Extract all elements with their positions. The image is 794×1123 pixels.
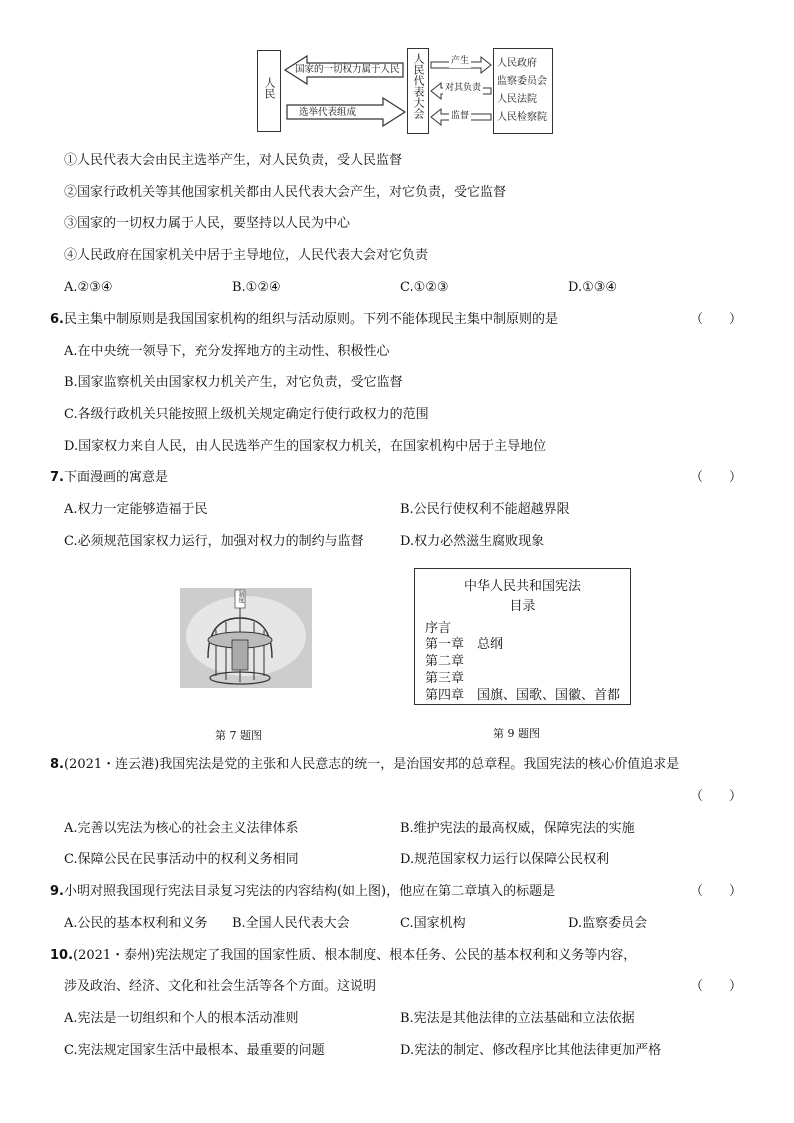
q8-answer-blank[interactable]: （ ）	[690, 789, 743, 804]
q6-option-d[interactable]: D.国家权力来自人民，由人民选举产生的国家权力机关，在国家机构中居于主导地位	[64, 439, 547, 454]
q6-answer-blank[interactable]: （ ）	[690, 312, 743, 327]
power-diagram	[255, 44, 555, 136]
q5-statement-2: ②国家行政机关等其他国家机关都由人民代表大会产生，对它负责，受它监督	[64, 185, 507, 200]
q10-stem-line1	[50, 946, 636, 966]
constitution-toc-box	[414, 568, 631, 705]
birdcage-illustration	[180, 588, 312, 688]
q6-number: 6.	[50, 312, 64, 327]
organs-box	[493, 48, 553, 134]
q9-option-d[interactable]: D.监察委员会	[568, 916, 648, 931]
q5-statement-4: ④人民政府在国家机关中居于主导地位，人民代表大会对它负责	[64, 248, 429, 263]
q7-option-c[interactable]: C.必须规范国家权力运行，加强对权力的制约与监督	[64, 534, 364, 549]
organ-procuratorate: 人民检察院	[497, 112, 547, 123]
arrow-responsible-label: 对其负责	[445, 83, 482, 93]
q9-number: 9.	[50, 884, 64, 899]
toc-line-preface: 序言	[425, 621, 452, 636]
q8-option-a[interactable]: A.完善以宪法为核心的社会主义法律体系	[64, 821, 299, 836]
q6-stem	[50, 310, 558, 330]
q9-option-c[interactable]: C.国家机构	[400, 916, 466, 931]
q9-caption: 第 9 题图	[493, 727, 540, 740]
q8-stem-text: (2021・连云港)我国宪法是党的主张和人民意志的统一，是治国安邦的总章程。我国宪法的核心价值追求是	[63, 757, 680, 772]
arrow-top-label: 国家的一切权力属于人民	[295, 64, 400, 75]
q10-stem-line2: 涉及政治、经济、文化和社会生活等各个方面。这说明	[64, 979, 377, 994]
q7-number: 7.	[50, 470, 64, 485]
q5-option-c[interactable]: C.①②③	[400, 280, 449, 295]
q9-stem-text: 小明对照我国现行宪法目录复习宪法的内容结构(如上图)，他应在第二章填入的标题是	[63, 884, 556, 899]
q6-stem-text: 民主集中制原则是我国国家机构的组织与活动原则。下列不能体现民主集中制原则的是	[63, 312, 558, 327]
q5-option-a[interactable]: A.②③④	[64, 280, 113, 295]
q7-stem	[50, 468, 168, 488]
q7-answer-blank[interactable]: （ ）	[690, 470, 743, 485]
people-label: 人民	[263, 77, 276, 99]
q6-option-c[interactable]: C.各级行政机关只能按照上级机关规定确定行使行政权力的范围	[64, 407, 429, 422]
q6-option-b[interactable]: B.国家监察机关由国家权力机关产生，对它负责，受它监督	[64, 375, 403, 390]
toc-title: 中华人民共和国宪法	[463, 579, 581, 594]
organ-supervision: 监察委员会	[497, 76, 547, 87]
npc-label: 人民代表大会	[412, 53, 425, 119]
q7-cartoon	[180, 588, 312, 688]
cartoon-label: 制度	[237, 591, 244, 603]
q10-answer-blank[interactable]: （ ）	[690, 979, 743, 994]
toc-line-ch2: 第二章	[425, 654, 465, 669]
q5-statement-1: ①人民代表大会由民主选举产生，对人民负责，受人民监督	[64, 153, 403, 168]
q5-option-d[interactable]: D.①③④	[568, 280, 618, 295]
q6-option-a[interactable]: A.在中央统一领导下，充分发挥地方的主动性、积极性心	[64, 344, 390, 359]
npc-box	[407, 48, 429, 134]
toc-line-ch1: 第一章 总纲	[425, 637, 504, 652]
q8-option-d[interactable]: D.规范国家权力运行以保障公民权利	[400, 852, 610, 867]
organ-government: 人民政府	[497, 58, 537, 69]
q8-option-c[interactable]: C.保障公民在民事活动中的权利义务相同	[64, 852, 299, 867]
q8-number: 8.	[50, 757, 64, 772]
q9-option-b[interactable]: B.全国人民代表大会	[232, 916, 350, 931]
q7-option-d[interactable]: D.权力必然滋生腐败现象	[400, 534, 545, 549]
toc-line-ch3: 第三章	[425, 671, 465, 686]
q9-option-a[interactable]: A.公民的基本权利和义务	[64, 916, 208, 931]
toc-subtitle: 目录	[509, 599, 536, 614]
arrow-supervise-label: 监督	[451, 111, 470, 121]
q7-option-b[interactable]: B.公民行使权利不能超越界限	[400, 502, 570, 517]
q10-option-a[interactable]: A.宪法是一切组织和个人的根本活动准则	[64, 1011, 299, 1026]
q8-stem	[50, 755, 679, 775]
arrow-produce-label: 产生	[451, 56, 470, 66]
q9-stem	[50, 882, 555, 902]
q5-statement-3: ③国家的一切权力属于人民，要坚持以人民为中心	[64, 216, 351, 231]
q8-option-b[interactable]: B.维护宪法的最高权威，保障宪法的实施	[400, 821, 635, 836]
organ-court: 人民法院	[497, 94, 537, 105]
q9-answer-blank[interactable]: （ ）	[690, 884, 743, 899]
arrow-bottom-label: 选举代表组成	[299, 107, 357, 118]
q10-stem-text-1: (2021・泰州)宪法规定了我国的国家性质、根本制度、根本任务、公民的基本权利和义务等内容，	[73, 948, 637, 963]
q5-option-b[interactable]: B.①②④	[232, 280, 281, 295]
q7-caption: 第 7 题图	[215, 729, 262, 742]
q10-number: 10.	[50, 948, 74, 963]
q7-stem-text: 下面漫画的寓意是	[63, 470, 168, 485]
q10-option-d[interactable]: D.宪法的制定、修改程序比其他法律更加严格	[400, 1043, 662, 1058]
q10-option-c[interactable]: C.宪法规定国家生活中最根本、最重要的问题	[64, 1043, 325, 1058]
q10-option-b[interactable]: B.宪法是其他法律的立法基础和立法依据	[400, 1011, 635, 1026]
toc-line-ch4: 第四章 国旗、国歌、国徽、首都	[425, 688, 621, 703]
q7-option-a[interactable]: A.权力一定能够造福于民	[64, 502, 208, 517]
